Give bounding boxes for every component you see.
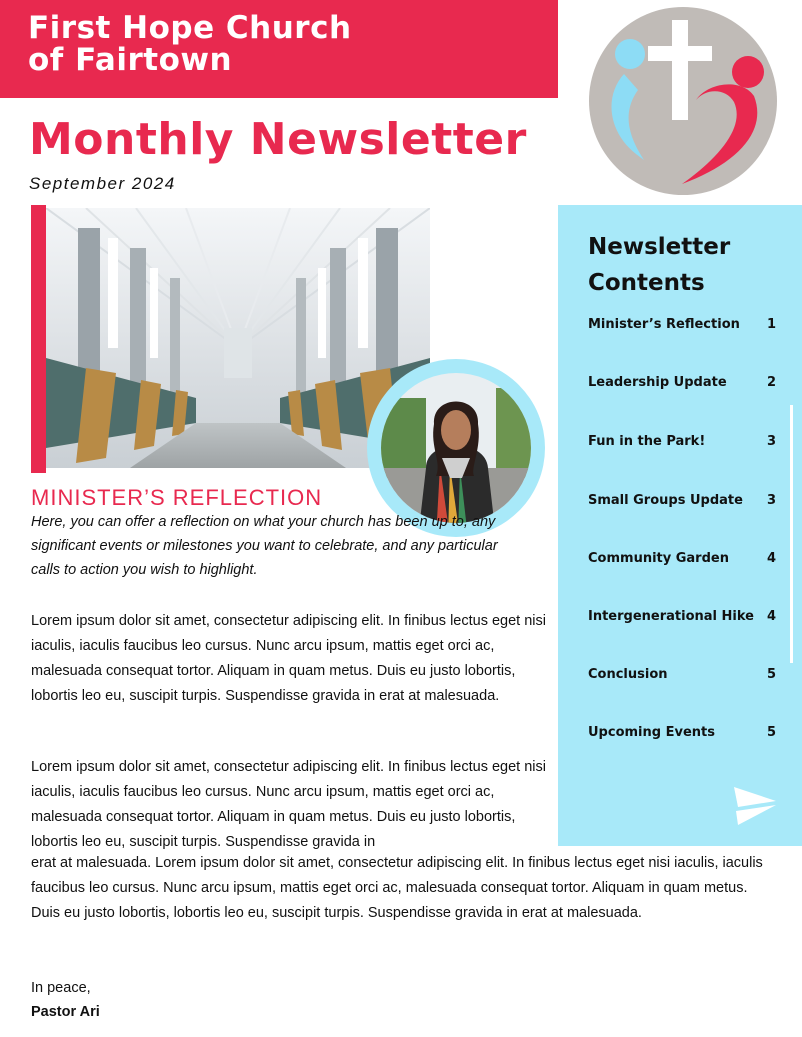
contents-title-line1: Newsletter: [588, 234, 731, 260]
section-heading: MINISTER’S REFLECTION: [31, 485, 323, 510]
accent-bar: [31, 205, 46, 473]
toc-item[interactable]: [588, 375, 776, 395]
chevron-arrow-icon: [732, 785, 778, 827]
contents-title: [588, 229, 730, 301]
body-paragraph: Lorem ipsum dolor sit amet, consectetur adipiscing elit. In finibus lectus eget nisi iaculis, iaculis faucibus leo cursus. Nunc arcu ipsum, mattis eget orci ac, malesuada consequat tortor. Aliquam in quam metus. Duis eu justo lobortis, lobortis leo eu, suscipit turpis. Suspendisse gravida in erat at malesuada.: [31, 613, 546, 704]
intro-text: Here, you can offer a reflection on what your church has been up to, any significant events or milestones you want to celebrate, and any particular calls to action you wish to highlight.: [31, 514, 498, 578]
logo-cross-vertical: [672, 20, 688, 120]
body-paragraph: Lorem ipsum dolor sit amet, consectetur adipiscing elit. In finibus lectus eget nisi iaculis, iaculis faucibus leo cursus. Nunc arcu ipsum, mattis eget orci ac, malesuada consequat tortor. Aliquam in quam metus. Duis eu justo lobortis, lobortis leo eu, suscipit turpis. Suspendisse gravida in: [31, 759, 546, 850]
toc-item[interactable]: [588, 725, 776, 745]
newsletter-contents-panel: [558, 205, 802, 846]
toc-item-label: Minister’s Reflection: [588, 317, 740, 332]
logo-blue-head: [615, 39, 645, 69]
body-paragraph: erat at malesuada. Lorem ipsum dolor sit amet, consectetur adipiscing elit. In finibus lectus eget nisi iaculis, iaculis faucibus leo cursus. Nunc arcu ipsum, mattis eget orci ac, malesuada consequat tortor. Aliquam in quam metus. Duis eu justo lobortis, lobortis leo eu, suscipit turpis. Suspendisse gravida in erat at malesuada.: [31, 855, 763, 921]
contents-title-line2: Contents: [588, 270, 705, 296]
contents-divider: [790, 405, 793, 663]
toc-item-label: Community Garden: [588, 551, 729, 566]
toc-item-page: 5: [766, 725, 776, 740]
church-logo: [586, 4, 780, 198]
toc-item-label: Leadership Update: [588, 375, 727, 390]
toc-item-page: 1: [766, 317, 776, 332]
signature: Pastor Ari: [31, 1004, 100, 1020]
toc-item-label: Small Groups Update: [588, 493, 743, 508]
toc-item-page: 2: [766, 375, 776, 390]
toc-item-page: 3: [766, 493, 776, 508]
toc-item[interactable]: [588, 317, 776, 337]
logo-cross-horizontal: [648, 46, 712, 61]
toc-item-label: Conclusion: [588, 667, 668, 682]
toc-item-label: Fun in the Park!: [588, 434, 706, 449]
church-name-line2: of Fairtown: [28, 42, 233, 78]
closing-line: In peace,: [31, 980, 91, 996]
toc-item-page: 4: [766, 551, 776, 566]
toc-item[interactable]: [588, 493, 776, 513]
church-name-banner: [0, 0, 558, 98]
toc-item-page: 4: [766, 609, 776, 624]
logo-red-head: [732, 56, 764, 88]
toc-item[interactable]: [588, 667, 776, 687]
toc-item[interactable]: [588, 609, 776, 629]
toc-item-page: 5: [766, 667, 776, 682]
toc-item[interactable]: [588, 434, 776, 454]
toc-item-label: Intergenerational Hike: [588, 609, 754, 624]
toc-item[interactable]: [588, 551, 776, 571]
toc-item-page: 3: [766, 434, 776, 449]
toc-item-label: Upcoming Events: [588, 725, 715, 740]
newsletter-title: Monthly Newsletter: [29, 114, 527, 165]
church-name-line1: First Hope Church: [28, 10, 352, 46]
issue-date: September 2024: [29, 174, 176, 193]
